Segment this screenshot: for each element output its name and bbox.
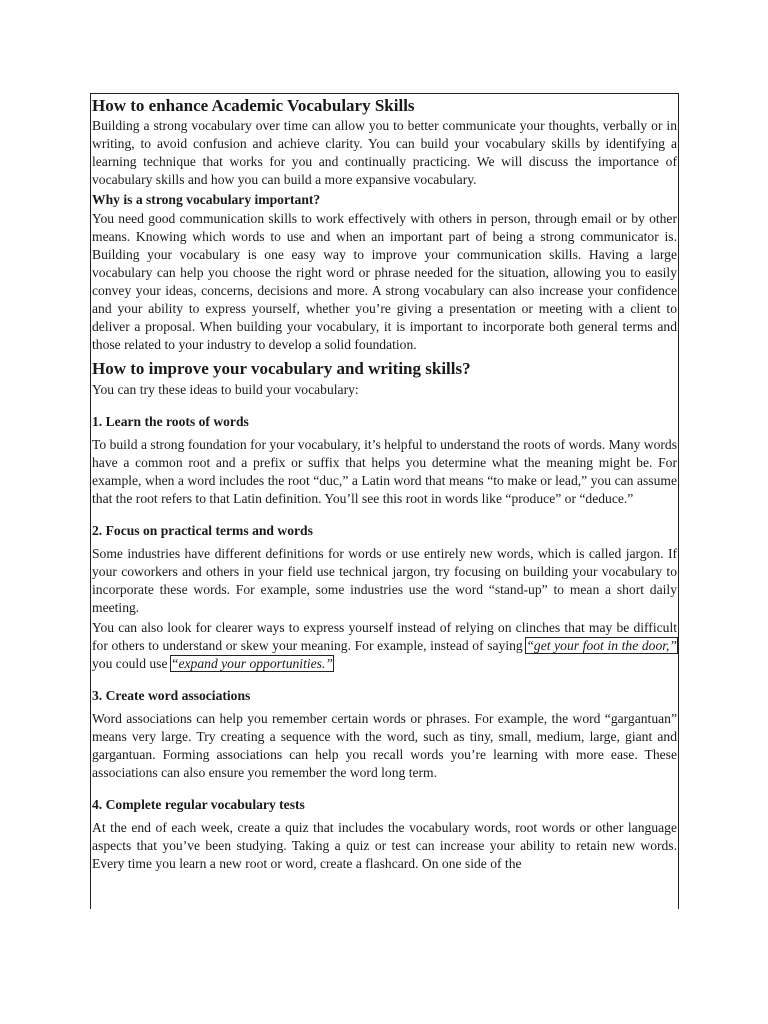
document-content	[91, 94, 678, 873]
tip-paragraph-2: Some industries have different definitions for words or use entirely new words, which is called jargon. If your coworkers and others in your field use technical jargon, try focusing on building your vocabulary to incorporate these words. For example, some industries use the word “stand-up” to mean a short daily meeting.	[92, 546, 677, 615]
tip-paragraph-2b	[92, 619, 677, 673]
quote-idiom-box: “get your foot in the door,”	[526, 638, 677, 653]
tip-paragraph-3: Word associations can help you remember certain words or phrases. For example, the word “gargantuan” means very large. Try creating a sequence with the word, such as tiny, small, medium, large, giant and gargantuan. Forming associations can help you recall words you’re learning with more ease. These associations can also ensure you remember the word long term.	[92, 711, 677, 780]
tip-heading-2: 2. Focus on practical terms and words	[92, 523, 313, 538]
how-lead-paragraph: You can try these ideas to build your vocabulary:	[92, 382, 359, 397]
document-title: How to enhance Academic Vocabulary Skills	[92, 96, 415, 115]
tip-heading-3: 3. Create word associations	[92, 688, 251, 703]
why-paragraph: You need good communication skills to work effectively with others in person, through email or by other means. Knowing which words to use and when an important part of being a strong communicator is. Building your vocabulary is one easy way to improve your communication skills. Having a large vocabulary can help you choose the right word or phrase needed for the situation, allowing you to easily convey your ideas, concerns, decisions and more. A strong vocabulary can also increase your confidence and your ability to express yourself, whether you’re giving a presentation or meeting with a client to deliver a proposal. When building your vocabulary, it is important to incorporate both general terms and those related to your industry to develop a solid foundation.	[92, 211, 677, 352]
section-heading-how: How to improve your vocabulary and writing skills?	[92, 359, 471, 378]
tip-2b-text-start: You can also look for clearer ways to express yourself instead of relying on clinches that may be difficult for others to understand or skew your meaning. For example, instead of saying	[92, 620, 677, 653]
tip-paragraph-4: At the end of each week, create a quiz that includes the vocabulary words, root words or other language aspects that you’ve been studying. Taking a quiz or test can increase your ability to retain new words. Every time you learn a new root or word, create a flashcard. On one side of the	[92, 820, 677, 871]
intro-paragraph: Building a strong vocabulary over time can allow you to better communicate your thoughts, verbally or in writing, to avoid confusion and achieve clarity. You can build your vocabulary skills by identifying a learning technique that works for you and continually practicing. We will discuss the importance of vocabulary skills and how you can build a more expansive vocabulary.	[92, 118, 677, 187]
tip-2b-text-mid: you could use	[92, 656, 171, 671]
tip-paragraph-1: To build a strong foundation for your vocabulary, it’s helpful to understand the roots of words. Many words have a common root and a prefix or suffix that helps you determine what the meaning might be. For example, when a word includes the root “duc,” a Latin word that means “to make or lead,” you can assume that the root refers to that Latin definition. You’ll see this root in words like “produce” or “deduce.”	[92, 437, 677, 506]
section-heading-why: Why is a strong vocabulary important?	[92, 192, 321, 207]
tip-heading-1: 1. Learn the roots of words	[92, 414, 249, 429]
tip-heading-4: 4. Complete regular vocabulary tests	[92, 797, 305, 812]
document-page	[90, 93, 679, 909]
quote-alternative-box: “expand your opportunities.”	[170, 656, 333, 671]
